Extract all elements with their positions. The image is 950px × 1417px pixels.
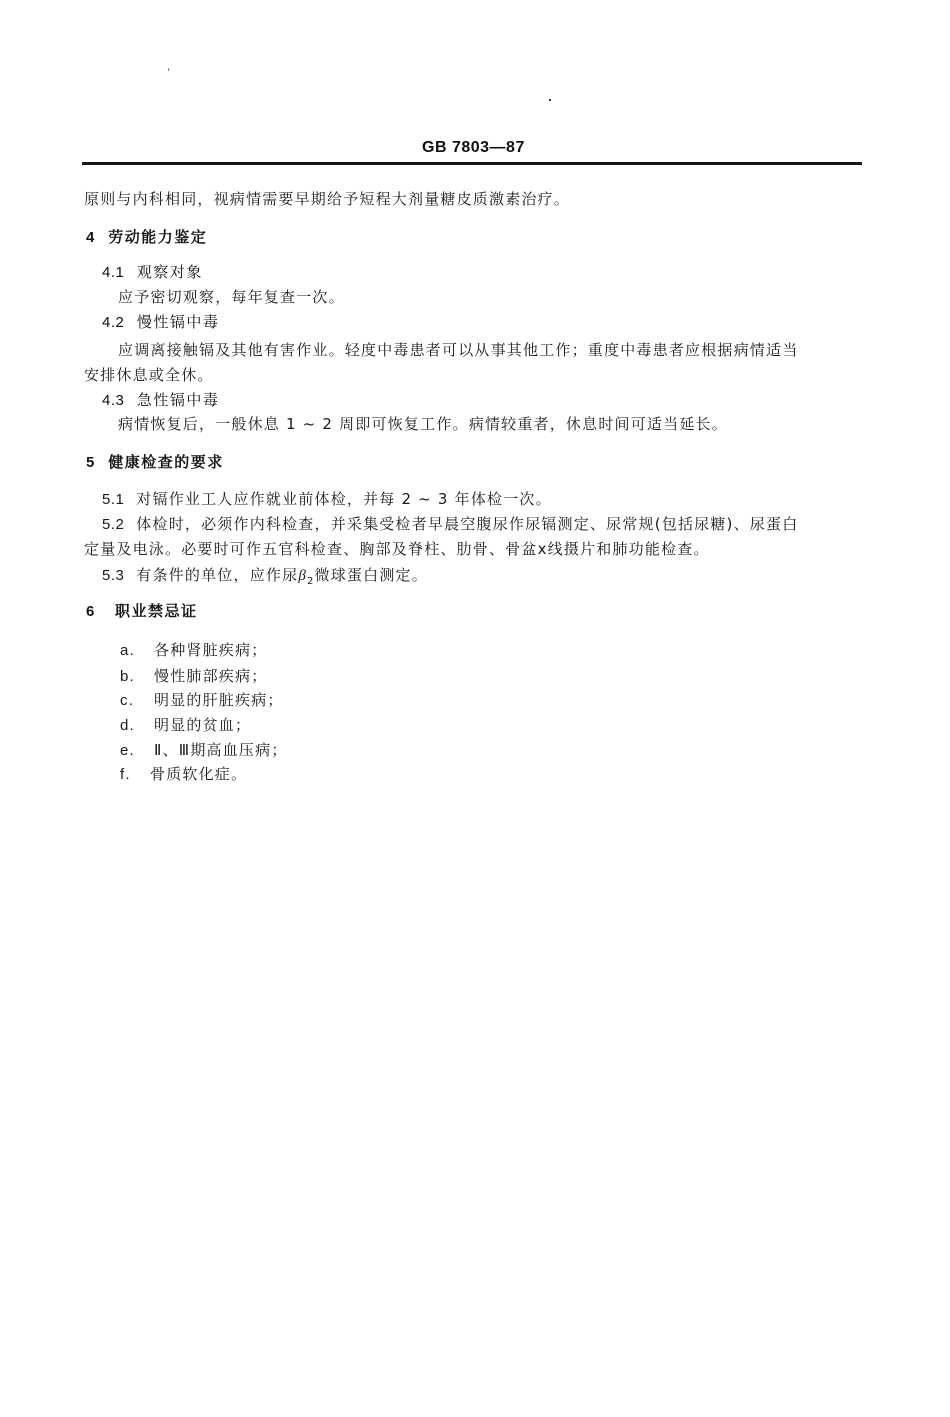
section-number: 4 — [86, 229, 95, 246]
contraindication-item-c — [120, 693, 284, 708]
clause-5-3 — [102, 568, 428, 587]
item-label: b. — [120, 668, 135, 685]
item-label: a. — [120, 642, 135, 659]
standard-code-header: GB 7803—87 — [422, 139, 525, 156]
clause-text: 有条件的单位，应作尿 — [136, 566, 299, 584]
scan-speck — [168, 68, 169, 71]
clause-5-2-line-1 — [102, 517, 798, 532]
header-rule — [82, 162, 862, 165]
subsection-4-1-heading — [102, 265, 203, 280]
item-text: 骨质软化症。 — [150, 765, 248, 783]
subsection-4-2-body-line-1: 应调离接触镉及其他有害作业。轻度中毒患者可以从事其他工作；重度中毒患者应根据病情适当 — [118, 341, 799, 359]
clause-text: 体检时，必须作内科检查，并采集受检者早晨空腹尿作尿镉测定、尿常规(包括尿糖)、尿蛋白 — [136, 515, 799, 533]
subsection-title: 观察对象 — [136, 263, 203, 281]
item-text: 明显的肝脏疾病； — [154, 691, 284, 709]
item-text: Ⅱ、Ⅲ期高血压病； — [154, 741, 288, 759]
item-label: f. — [120, 766, 131, 783]
item-label: d. — [120, 717, 135, 734]
item-text: 明显的贫血； — [154, 716, 252, 734]
contraindication-item-d — [120, 718, 251, 733]
subsection-4-2-body-line-2: 安排休息或全休。 — [84, 366, 214, 384]
clause-number: 5.2 — [102, 516, 125, 533]
clause-5-2-line-2: 定量及电泳。必要时可作五官科检查、胸部及脊柱、肋骨、骨盆x线摄片和肺功能检查。 — [84, 540, 710, 558]
clause-text: 对镉作业工人应作就业前体检，并每 2 ~ 3 年体检一次。 — [136, 490, 552, 508]
subsection-title: 急性镉中毒 — [136, 391, 220, 409]
subsection-number: 4.3 — [102, 392, 125, 409]
section-5-heading — [86, 455, 224, 470]
subsection-4-2-heading — [102, 315, 219, 330]
beta-symbol: β — [298, 568, 307, 584]
section-number: 6 — [86, 603, 95, 620]
beta-subscript: 2 — [306, 576, 315, 587]
item-text: 慢性肺部疾病； — [154, 667, 268, 685]
clause-5-1 — [102, 492, 552, 507]
section-4-heading — [86, 230, 207, 245]
scan-speck — [549, 99, 551, 101]
item-label: c. — [120, 692, 135, 709]
contraindication-item-a — [120, 643, 267, 658]
clause-number: 5.3 — [102, 567, 125, 584]
section-title: 劳动能力鉴定 — [108, 228, 208, 246]
section-title: 健康检查的要求 — [108, 453, 224, 471]
contraindication-item-b — [120, 669, 267, 684]
clause-text: 微球蛋白测定。 — [314, 566, 428, 584]
section-number: 5 — [86, 454, 95, 471]
contraindication-item-f — [120, 767, 247, 782]
intro-paragraph: 原则与内科相同，视病情需要早期给予短程大剂量糖皮质激素治疗。 — [84, 190, 571, 208]
contraindication-item-e — [120, 743, 288, 758]
subsection-number: 4.2 — [102, 314, 125, 331]
subsection-4-1-body: 应予密切观察，每年复查一次。 — [118, 288, 345, 306]
subsection-4-3-body: 病情恢复后，一般休息 1 ~ 2 周即可恢复工作。病情较重者，休息时间可适当延长。 — [118, 415, 728, 433]
item-label: e. — [120, 742, 135, 759]
subsection-4-3-heading — [102, 393, 219, 408]
section-title: 职业禁忌证 — [115, 602, 198, 620]
subsection-number: 4.1 — [102, 264, 125, 281]
item-text: 各种肾脏疾病； — [154, 641, 268, 659]
clause-number: 5.1 — [102, 491, 125, 508]
subsection-title: 慢性镉中毒 — [136, 313, 220, 331]
section-6-heading — [86, 604, 198, 619]
